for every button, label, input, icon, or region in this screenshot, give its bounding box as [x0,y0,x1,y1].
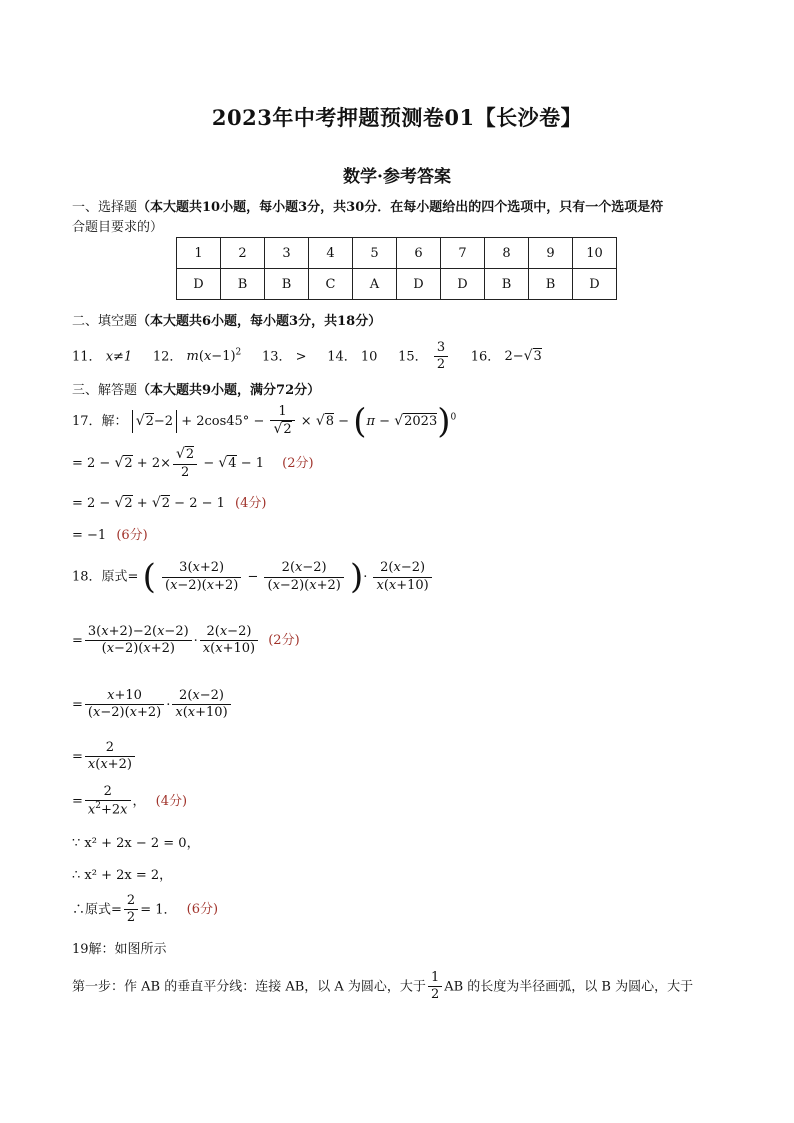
question-number-cell: 9 [529,238,573,269]
question-number-cell: 4 [309,238,353,269]
question-number-cell: 8 [485,238,529,269]
q17-step2: = 2 − √2 + √2 − 2 − 1 (4分) [72,495,267,511]
q18-step3: = $\frac{2}{x(x+2)}$ [72,740,137,774]
section1-title: 一、选择题 [72,200,138,215]
q17-expression: 17．解： √2−2 + 2cos45° − $\frac{1}{√2}$ × $√8 - (\pi - √2023)^0$ [72,401,457,442]
question-number-cell: 7 [441,238,485,269]
fill-in-answers [72,340,542,374]
section2-desc: （本大题共6小题，每小题3分，共18分） [137,314,382,329]
q18-label: 18．原式= [72,569,139,585]
q17-step1: = 2 − √2 + 2× $\frac{√2}{2}$ − √4 − 1 (2分) [72,446,314,480]
answer-cell: B [221,269,265,300]
section2-title: 二、填空题 [72,314,138,329]
q19-step1-text-a: 第一步：作 AB 的垂直平分线：连接 AB，以 A 为圆心，大于 [72,979,426,995]
q17-step3 [72,524,148,543]
section2-heading [72,310,381,329]
q18-condition-1: ∵ x² + 2x − 2 = 0， [72,836,200,851]
q18-score-3: (6分) [186,902,219,918]
section3-desc: （本大题共9小题，满分72分） [137,383,321,398]
section1-desc-line2: 合题目要求的） [72,220,164,235]
question-number-cell: 1 [177,238,221,269]
question-number-cell: 10 [573,238,617,269]
q18-step4: = $\frac{2}{x^2+2x}$ ， (4分) [72,784,188,818]
q18-score-1: (2分) [268,633,300,649]
answer-11: x≠1 [105,349,133,365]
answer-cell: D [397,269,441,300]
answer-12: $m(x-1)^2$ [186,347,242,365]
q17-label: 17．解： [72,413,128,429]
answer-11-label: 11． [72,349,102,365]
answer-cell: D [177,269,221,300]
answer-14: 10 [360,349,378,365]
section1-heading [72,196,663,215]
answer-cell: B [529,269,573,300]
answer-14-label: 14． [327,349,357,365]
q17-score-3: (6分) [116,528,148,543]
q18-expression: 18．原式= ( $\frac{3(x+2)}{(x-2)(x+2)}$ − $\frac{2(x-2)}{(x-2)(x+2)}$ )· $\frac{2(x-2)}{x(x+10)}$ [72,560,434,594]
q18-score-2: (4分) [155,793,188,809]
answer-16: 2−√3 [504,348,542,365]
q17-score-2: (4分) [235,496,267,511]
answer-cell: B [265,269,309,300]
q19-heading: 19解：如图所示 [72,942,167,957]
answer-12-label: 12． [152,349,183,365]
answer-13-label: 13． [261,349,292,365]
q19-step1: 第一步：作 AB 的垂直平分线：连接 AB，以 A 为圆心，大于 $\frac{1}{2}$ AB 的长度为半径画弧，以 B 为圆心，大于 [72,970,694,1003]
q17-score-1: (2分) [282,455,314,471]
q17-result: = −1 [72,528,107,543]
section1-desc-a: （本大题共10小题，每小题3分，共30分．在每小题给出的 [137,200,482,215]
section3-title: 三、解答题 [72,383,138,398]
answer-table-answer-row [177,269,617,300]
answer-16-label: 16． [470,349,501,365]
question-number-cell: 2 [221,238,265,269]
answer-15-label: 15． [398,349,428,365]
answer-cell: D [441,269,485,300]
q18-condition-2: ∴ x² + 2x = 2， [72,868,173,883]
answer-cell: C [309,269,353,300]
answer-cell: D [573,269,617,300]
page-subtitle: 数学·参考答案 [343,167,451,187]
question-number-cell: 5 [353,238,397,269]
q18-final-tail: = 1． [140,902,177,918]
question-number-cell: 3 [265,238,309,269]
question-number-cell: 6 [397,238,441,269]
answer-table [176,237,617,300]
section1-desc-b: 四个选项中 [481,200,547,215]
q18-final-label: ∴原式= [72,902,122,918]
answer-13: > [295,349,307,365]
answer-15-fraction: $\frac{3}{2}$ [434,340,448,374]
section1-desc-c: ，只有一个选项是符 [546,200,664,215]
section3-heading [72,379,320,398]
q18-final: ∴原式= $\frac{2}{2}$ = 1． (6分) [72,893,219,926]
q18-step1: = $\frac{3(x+2)-2(x-2)}{(x-2)(x+2)}$ · $\frac{2(x-2)}{x(x+10)}$ (2分) [72,624,300,657]
answer-table-number-row [177,238,617,269]
answer-cell: A [353,269,397,300]
answer-cell: B [485,269,529,300]
page-title: 2023年中考押题预测卷01【长沙卷】 [211,105,583,130]
q19-step1-text-b: AB 的长度为半径画弧，以 B 为圆心，大于 [444,979,694,995]
q18-step2: = $\frac{x+10}{(x-2)(x+2)}$ · $\frac{2(x-2)}{x(x+10)}$ [72,688,233,722]
